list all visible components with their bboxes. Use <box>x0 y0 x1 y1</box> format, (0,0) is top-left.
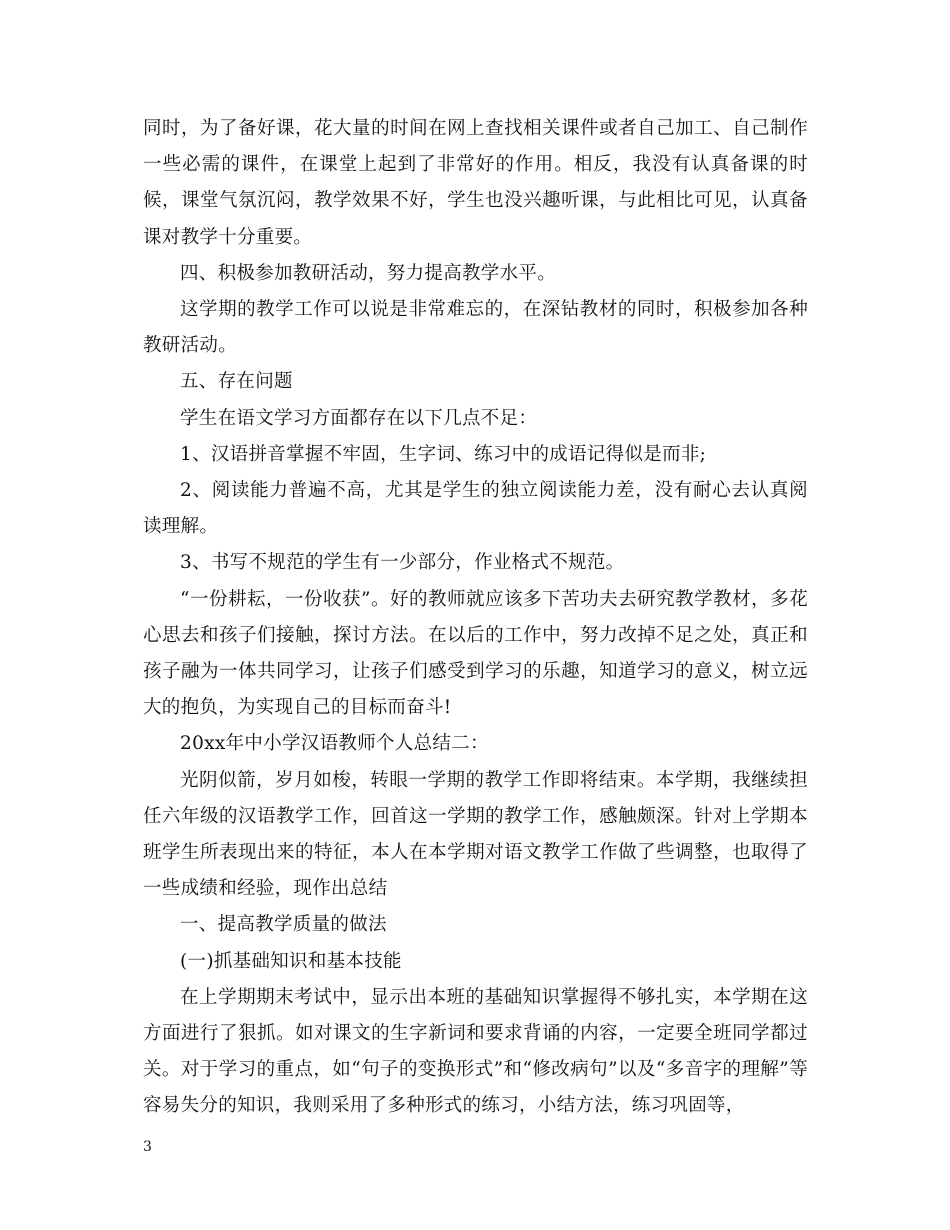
paragraph-9: “一份耕耘，一份收获”。好的教师就应该多下苦功夫去研究教学教材，多花心思去和孩子们接触，探讨方法。在以后的工作中，努力改掉不足之处，真正和孩子融为一体共同学习，让孩子们感受到学习的乐趣，知道学习的意义，树立远大的抱负，为实现自己的目标而奋斗! <box>143 588 808 719</box>
page-number: 3 <box>143 1139 152 1155</box>
paragraph-4: 五、存在问题 <box>180 371 293 393</box>
paragraph-5: 学生在语文学习方面都存在以下几点不足： <box>180 407 538 429</box>
paragraph-1: 同时，为了备好课，花大量的时间在网上查找相关课件或者自己加工、自己制作一些必需的课件，在课堂上起到了非常好的作用。相反，我没有认真备课的时候，课堂气氛沉闷，教学效果不好，学生也没兴趣听课，与此相比可见，认真备课对教学十分重要。 <box>143 118 808 248</box>
paragraph-11: 光阴似箭，岁月如梭，转眼一学期的教学工作即将结束。本学期，我继续担任六年级的汉语教学工作，回首这一学期的教学工作，感触颇深。针对上学期本班学生所表现出来的特征，本人在本学期对语文教学工作做了些调整，也取得了一些成绩和经验，现作出总结 <box>143 769 808 900</box>
paragraph-3: 这学期的教学工作可以说是非常难忘的，在深钻教材的同时，积极参加各种教研活动。 <box>143 299 808 357</box>
paragraph-10: 20xx年中小学汉语教师个人总结二： <box>180 733 489 755</box>
paragraph-8: 3、书写不规范的学生有一少部分，作业格式不规范。 <box>180 552 625 574</box>
paragraph-6: 1、汉语拼音掌握不牢固，生字词、练习中的成语记得似是而非; <box>180 443 707 465</box>
paragraph-2: 四、积极参加教研活动，努力提高教学水平。 <box>180 262 557 284</box>
paragraph-12: 一、提高教学质量的做法 <box>180 914 387 936</box>
paragraph-14: 在上学期期末考试中，显示出本班的基础知识掌握得不够扎实，本学期在这方面进行了狠抓。如对课文的生字新词和要求背诵的内容，一定要全班同学都过关。对于学习的重点，如“句子的变换形式”和“修改病句”以及“多音字的理解”等容易失分的知识，我则采用了多种形式的练习，小结方法，练习巩固等， <box>143 986 808 1117</box>
paragraph-7: 2、阅读能力普遍不高，尤其是学生的独立阅读能力差，没有耐心去认真阅读理解。 <box>143 480 808 538</box>
document-body <box>143 111 808 1125</box>
paragraph-13: (一)抓基础知识和基本技能 <box>180 950 402 972</box>
